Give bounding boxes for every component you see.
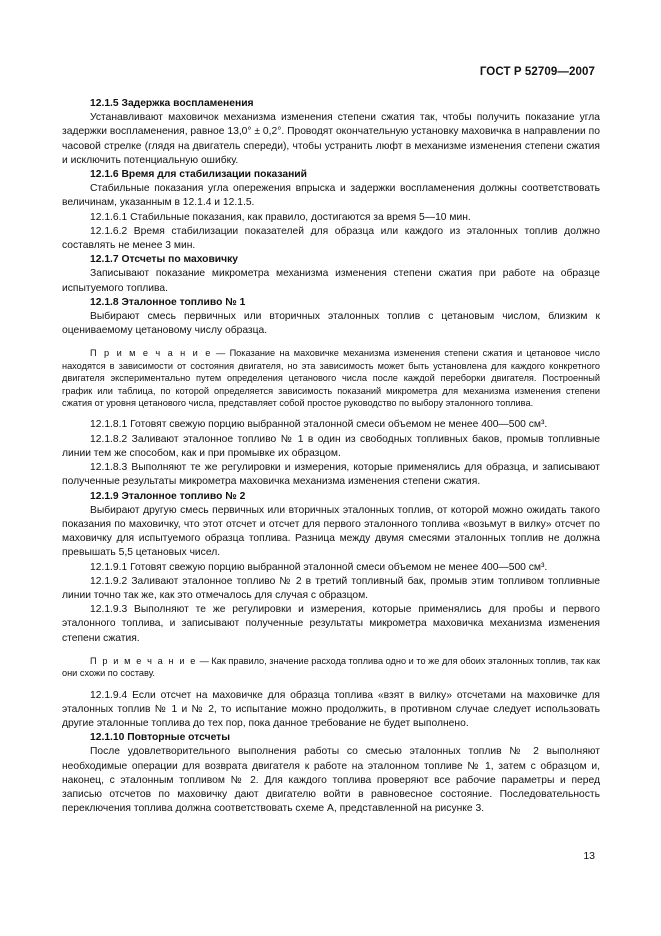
paragraph: Записывают показание микрометра механизма изменения степени сжатия при работе на образце испытуемого топлива. [62, 268, 600, 294]
document-header: ГОСТ Р 52709—2007 [479, 66, 595, 78]
section-heading-12-1-10: 12.1.10 Повторные отсчеты [90, 732, 230, 744]
paragraph: 12.1.8.2 Заливают эталонное топливо № 1 в один из свободных топливных баков, промыв топливные линии тем же способом, как и при промывке их образцом. [62, 433, 600, 459]
paragraph: 12.1.6.1 Стабильные показания, как правило, достигаются за время 5—10 мин. [90, 211, 471, 223]
section-heading-12-1-6: 12.1.6 Время для стабилизации показаний [90, 169, 307, 181]
section-heading-12-1-9: 12.1.9 Эталонное топливо № 2 [90, 490, 246, 502]
paragraph: 12.1.6.2 Время стабилизации показателей для образца или каждого из эталонных топлив должно составлять не менее 3 мин. [62, 225, 600, 252]
paragraph: 12.1.8.3 Выполняют те же регулировки и измерения, которые применялись для образца, и записывают полученные результаты микрометра маховичка механизма изменения степени сжатия. [62, 462, 600, 488]
paragraph: 12.1.9.4 Если отсчет на маховичке для образца топлива «взят в вилку» отсчетами на маховичке для эталонных топлив № 1 и № 2, то испытание можно продолжить, в противном случае следует использовать другие эталонные топлива до тех пор, пока данное требование не будет выполнено. [62, 689, 600, 729]
paragraph: 12.1.9.3 Выполняют те же регулировки и измерения, которые применялись для пробы и первого эталонного топлива, и записывают полученные результаты микрометра маховичка механизма изменения степени сжатия. [62, 604, 600, 644]
paragraph: 12.1.9.1 Готовят свежую порцию выбранной эталонной смеси объемом не менее 400—500 см³. [90, 561, 548, 573]
note [62, 655, 600, 680]
note-label: П р и м е ч а н и е [90, 348, 212, 359]
section-heading-12-1-7: 12.1.7 Отсчеты по маховичку [90, 254, 238, 266]
section-heading-12-1-5: 12.1.5 Задержка воспламенения [90, 98, 254, 109]
note-text: — Как правило, значение расхода топлива одно и то же для обоих эталонных топлив, так как они схожи по составу. [62, 655, 601, 679]
paragraph: 12.1.8.1 Готовят свежую порцию выбранной эталонной смеси объемом не менее 400—500 см³. [90, 419, 548, 431]
paragraph: Выбирают другую смесь первичных или вторичных эталонных топлив, от которой можно ожидать такого показания по маховичку, что этот отсчет и отсчет для первого эталонного топлива «возьмут в вилку» отсчет по маховичку для испытуемого образца топлива. Разница между двумя смесями эталонных топлив не должна превышать 5,5 цетановых чисел. [62, 504, 600, 559]
document-body [62, 97, 600, 816]
note [62, 347, 600, 409]
paragraph: Стабильные показания угла опережения впрыска и задержки воспламенения должны соответствовать величинам, указанным в 12.1.4 и 12.1.5. [62, 183, 600, 209]
note-text: — Показание на маховичке механизма изменения степени сжатия и цетановое число находятся в зависимости от состояния двигателя, но эта зависимость может быть установлена для каждого конкретного двигателя экспериментально путем определения цетанового числа после каждой переборки двигателя. Построенный график или таблица, по которой определяется зависимость показаний микрометра для механизма изменения степени сжатия от уровня цетанового числа, представляет собой простое руководство по выбору эталонного топлива. [62, 348, 600, 409]
note-label: П р и м е ч а н и е [90, 655, 197, 666]
page-number: 13 [583, 850, 595, 862]
paragraph: После удовлетворительного выполнения работы со смесью эталонных топлив № 2 выполняют необходимые операции для возврата двигателя к работе на эталонном топливе № 1, затем с образцом и, наконец, с эталонным топливом № 2. Для каждого топлива проверяют все рабочие параметры и перед записью отсчетов по маховичку дают двигателю войти в равновесное состояние. Последовательность переключения топлива должна соответствовать схеме А, представленной на рисунке 3. [62, 746, 600, 815]
section-heading-12-1-8: 12.1.8 Эталонное топливо № 1 [90, 296, 246, 308]
paragraph: Устанавливают маховичок механизма изменения степени сжатия так, чтобы получить показание угла задержки воспламенения, равное 13,0° ± 0,2°. Проводят окончательную установку маховичка в направлении по часовой стрелке (глядя на двигатель спереди), чтобы устранить люфт в механизме изменения степени сжатия и исключить потенциальную ошибку. [62, 112, 600, 166]
paragraph: 12.1.9.2 Заливают эталонное топливо № 2 в третий топливный бак, промыв этим топливом топливные линии точно так же, как это отмечалось для случая с образцом. [62, 575, 600, 601]
paragraph: Выбирают смесь первичных или вторичных эталонных топлив с цетановым числом, близким к оцениваемому цетановому числу образца. [62, 311, 600, 337]
